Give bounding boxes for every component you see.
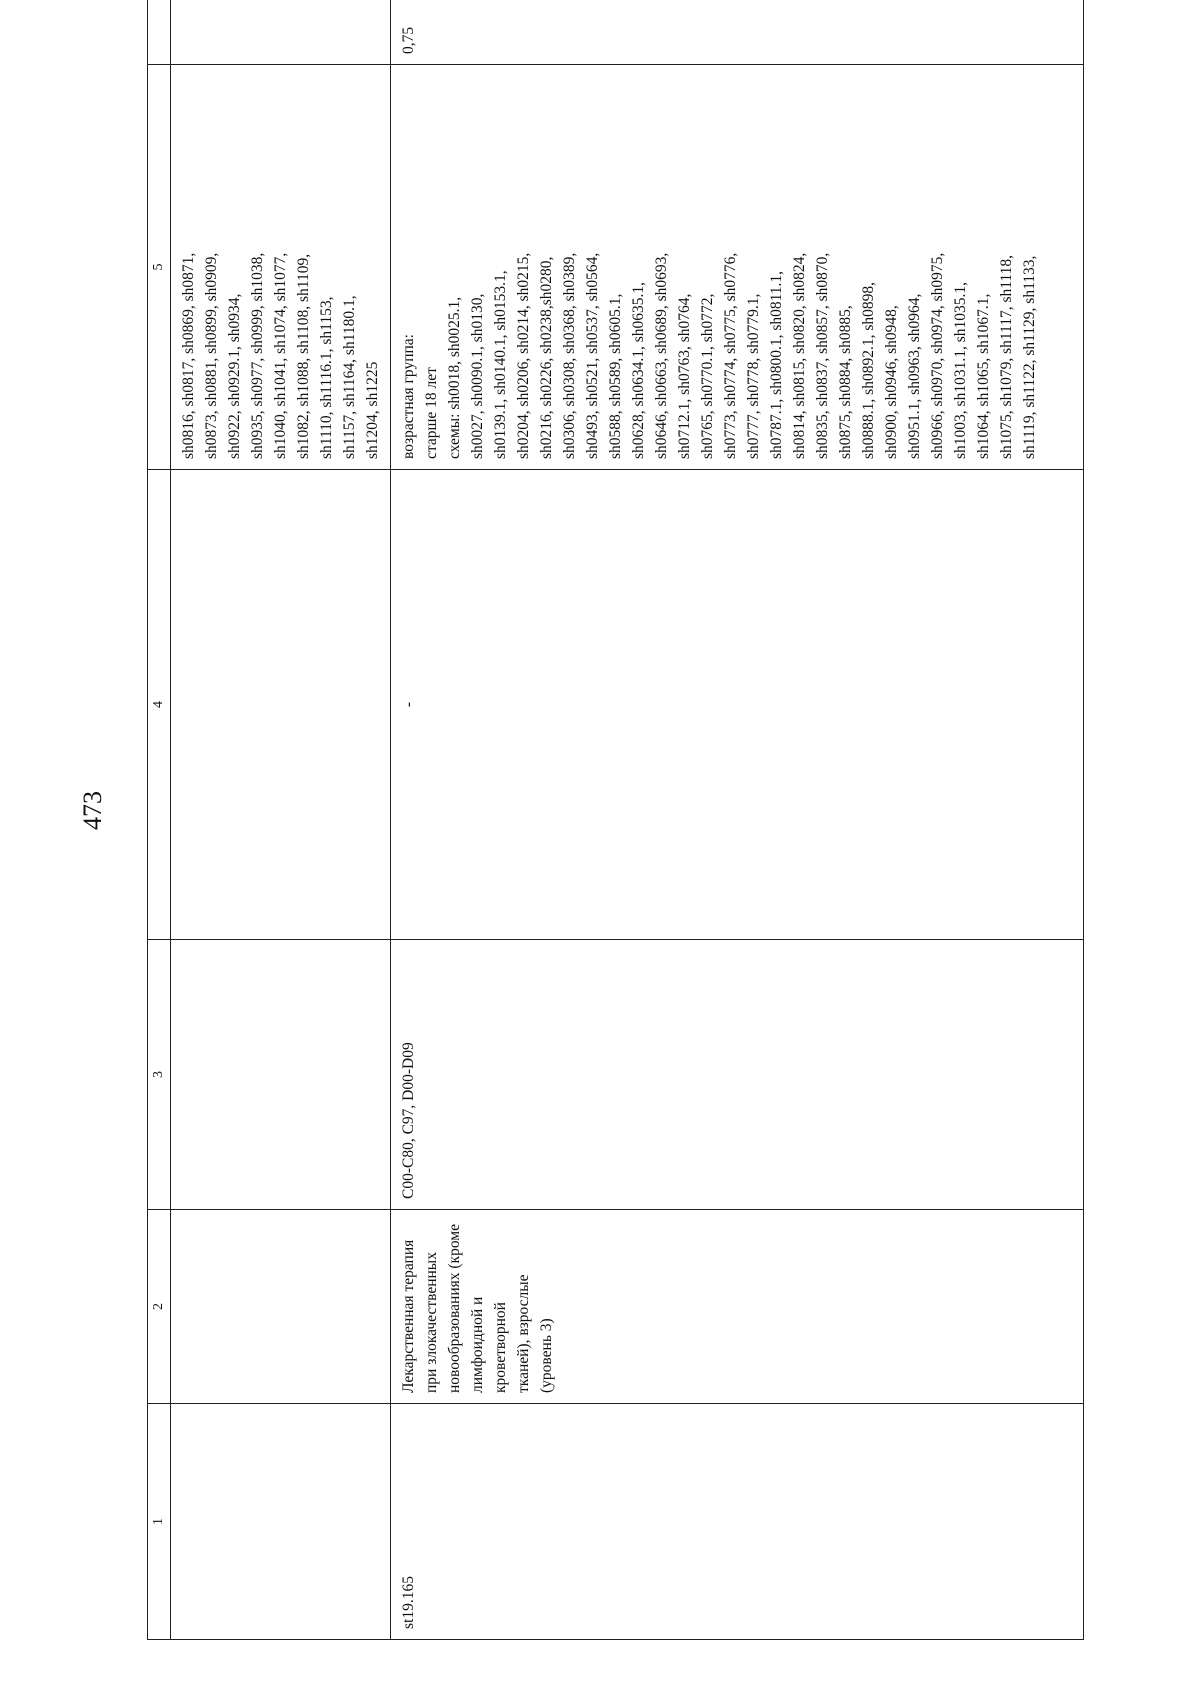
cell-schemes: sh0816, sh0817, sh0869, sh0871, sh0873, sh0881, sh0899, sh0909, sh0922, sh0929.1, sh0934, sh0935, sh0977, sh0999, sh1038, sh1040, sh1041, sh1074, sh1077, sh1082, sh1088, sh1108, sh1109, sh1110, sh1116.1, sh1153, sh1157, sh1164, sh1180.1, sh1204, sh1225 (171, 65, 391, 470)
column-header-4: 4 (148, 470, 171, 940)
tariff-table (147, 0, 1084, 1640)
cell-icd (171, 940, 391, 1210)
cell-code (171, 1404, 391, 1640)
cell-coefficient (171, 0, 391, 65)
cell-col4: - (391, 470, 1084, 940)
column-header-5: 5 (148, 65, 171, 470)
tariff-table-container (147, 26, 1084, 1640)
cell-icd: C00-C80, C97, D00-D09 (391, 940, 1084, 1210)
cell-schemes: возрастная группа: старше 18 лет схемы: sh0018, sh0025.1, sh0027, sh0090.1, sh0130, sh0139.1, sh0140.1, sh0153.1, sh0204, sh0206, sh0214, sh0215, sh0216, sh0226, sh0238,sh0280, sh0306, sh0308, sh0368, sh0389, sh0493, sh0521, sh0537, sh0564, sh0588, sh0589, sh0605.1, sh0628, sh0634.1, sh0635.1, sh0646, sh0663, sh0689, sh0693, sh0712.1, sh0763, sh0764, sh0765, sh0770.1, sh0772, sh0773, sh0774, sh0775, sh0776, sh0777, sh0778, sh0779.1, sh0787.1, sh0800.1, sh0811.1, sh0814, sh0815, sh0820, sh0824, sh0835, sh0837, sh0857, sh0870, sh0875, sh0884, sh0885, sh0888.1, sh0892.1, sh0898, sh0900, sh0946, sh0948, sh0951.1, sh0963, sh0964, sh0966, sh0970, sh0974, sh0975, sh1003, sh1031.1, sh1035.1, sh1064, sh1065, sh1067.1, sh1075, sh1079, sh1117, sh1118, sh1119, sh1122, sh1129, sh1133, (391, 65, 1084, 470)
table-row (391, 0, 1084, 1640)
table-header-row (148, 0, 171, 1640)
cell-col4 (171, 470, 391, 940)
cell-code: st19.165 (391, 1404, 1084, 1640)
column-header-3: 3 (148, 940, 171, 1210)
cell-coefficient: 0,75 (391, 0, 1084, 65)
column-header-2: 2 (148, 1210, 171, 1404)
cell-name (171, 1210, 391, 1404)
table-row (171, 0, 391, 1640)
column-header-1: 1 (148, 1404, 171, 1640)
column-header-6 (148, 0, 171, 65)
cell-name: Лекарственная терапия при злокачественных новообразованиях (кроме лимфоидной и кроветворной тканей), взрослые (уровень 3) (391, 1210, 1084, 1404)
page-number: 473 (78, 791, 107, 830)
